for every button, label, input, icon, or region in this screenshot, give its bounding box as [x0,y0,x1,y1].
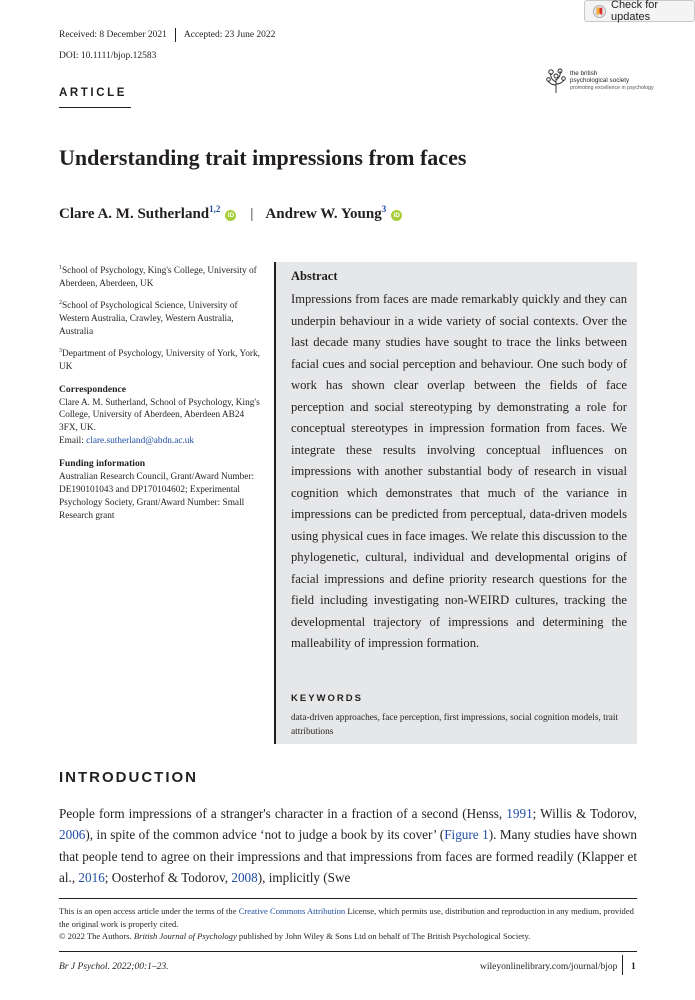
email-link[interactable]: clare.sutherland@abdn.ac.uk [86,436,195,447]
affiliation-number: 3 [59,347,62,354]
author-2[interactable] [265,204,386,223]
intro-text-run: ; Willis & Todorov, [532,806,637,821]
check-for-updates-button[interactable] [584,0,695,22]
citation-link[interactable]: 2006 [59,827,86,843]
author-1-affiliation-ref[interactable]: 1,2 [209,204,221,214]
affiliation-text: School of Psychology, King's College, University of Aberdeen, Aberdeen, UK [59,266,257,289]
affiliation [59,262,264,291]
accepted-date: Accepted: 23 June 2022 [183,30,276,40]
affiliation-number: 2 [59,299,62,306]
bps-line1: the british [570,70,598,78]
received-date: Received: 8 December 2021 [59,30,167,40]
correspondence-email-line [59,435,264,448]
abstract-text: Impressions from faces are made remarkably quickly and they can underpin behaviour in a wide variety of social contexts. Over the last decade many studies have sought to trace the links between facial cues and social perception and behaviour. One such body of work has shown clear overlap between the fields of face perception and social stereotyping by demonstrating a role for conceptual stereotypes in impression formation from faces. We integrate these results involving conceptual influences on impressions with another substantial body of research in visual cognition which demonstrates that much of the variance in impressions can be predicted from perceptual, data-driven models using physical cues in face images. We relate this discussion to the phylogenetic, cultural, individual and developmental origins of facial impressions and define priority research questions for the field including investigating non-WEIRD cultures, tracking the developmental trajectory of impressions and determining the malleability of impression formation. [291,292,627,650]
affiliation-text: School of Psychological Science, University of Western Australia, Crawley, Western Australia, Australia [59,301,238,337]
footer-divider [59,951,637,952]
correspondence-heading: Correspondence [59,383,126,395]
abstract-left-rule [274,262,276,744]
affiliation [59,297,264,339]
citation-link[interactable]: 2008 [231,869,258,885]
creative-commons-link[interactable]: Creative Commons Attribution [238,906,346,916]
submission-dates [59,28,275,42]
journal-website-link[interactable]: wileyonlinelibrary.com/journal/bjop [480,962,618,972]
orcid-icon[interactable]: iD [225,210,236,221]
abstract-box [274,262,637,744]
correspondence-text: Clare A. M. Sutherland, School of Psychology, King's College, University of Aberdeen, Aberdeen AB24 3FX, UK. [59,397,260,434]
meta-separator [175,28,176,42]
journal-citation: Br J Psychol. 2022;00:1–23. [59,962,169,972]
orcid-icon[interactable]: iD [391,210,402,221]
author-list [59,204,402,223]
bps-tree-icon [546,68,566,94]
author-separator: | [250,206,254,222]
intro-text-run: ; Oosterhof & Todorov, [104,869,232,885]
license-line [59,905,637,930]
license-text: License, which permits use, distribution and reproduction in any medium, provided the original work is properly cited. [59,906,634,929]
figure-link[interactable]: Figure 1 [444,827,489,843]
intro-text-run: ), in spite of the common advice ‘not to judge a book by its cover’ ( [85,827,445,843]
copyright-text: © 2022 The Authors. [59,931,134,941]
copyright-text: published by John Wiley & Sons Ltd on behalf of The British Psychological Society. [236,931,531,941]
abstract-heading: Abstract [291,269,338,283]
bps-logo [546,68,654,94]
affiliation [59,345,264,374]
keywords-text: data-driven approaches, face perception, first impressions, social cognition models, trait attributions [291,713,619,737]
page-number: 1 [631,962,636,972]
doi: DOI: 10.1111/bjop.12583 [59,51,157,61]
author-1[interactable] [59,204,220,223]
article-info-column [59,262,264,523]
license-text: This is an open access article under the terms of the [59,906,239,916]
citation-link[interactable]: 1991 [506,806,533,821]
author-1-name: Clare A. M. Sutherland [59,206,210,222]
introduction-heading: INTRODUCTION [59,769,198,786]
keywords-heading: KEYWORDS [291,693,363,704]
license-notice [59,905,637,943]
introduction-paragraph [59,803,638,885]
footnote-divider [59,898,637,899]
bps-line2: psychological society [570,77,630,85]
email-label: Email: [59,436,87,447]
article-title: Understanding trait impressions from faces [59,145,467,170]
page-number-divider [622,955,623,975]
check-updates-label: Check for updates [611,0,659,23]
journal-name: British Journal of Psychology [133,931,237,941]
article-label-underline [59,107,131,108]
funding-text: Australian Research Council, Grant/Award Number: DE190101043 and DP170104602; Experimental Psychology Society, Grant/Award Number: Small Research grant [59,472,255,521]
author-2-affiliation-ref[interactable]: 3 [381,204,387,214]
crossmark-icon [593,5,606,18]
affiliation-text: Department of Psychology, University of York, York, UK [59,348,260,372]
funding-heading: Funding information [59,458,146,470]
copyright-line [59,930,637,943]
intro-text-run: ). Many studies have shown that people tend to agree on their impressions and that impressions from faces are formed readily (Klapper et al., [59,827,638,885]
affiliation-number: 1 [59,265,62,271]
article-type-label: ARTICLE [59,87,128,99]
intro-text-run: ), implicitly (Swe [257,869,351,885]
bps-tagline: promoting excellence in psychology [570,84,654,91]
citation-link[interactable]: 2016 [78,869,105,885]
author-2-name: Andrew W. Young [265,206,382,222]
intro-text-run: People form impressions of a stranger's character in a fraction of a second (Henss, [59,806,507,821]
